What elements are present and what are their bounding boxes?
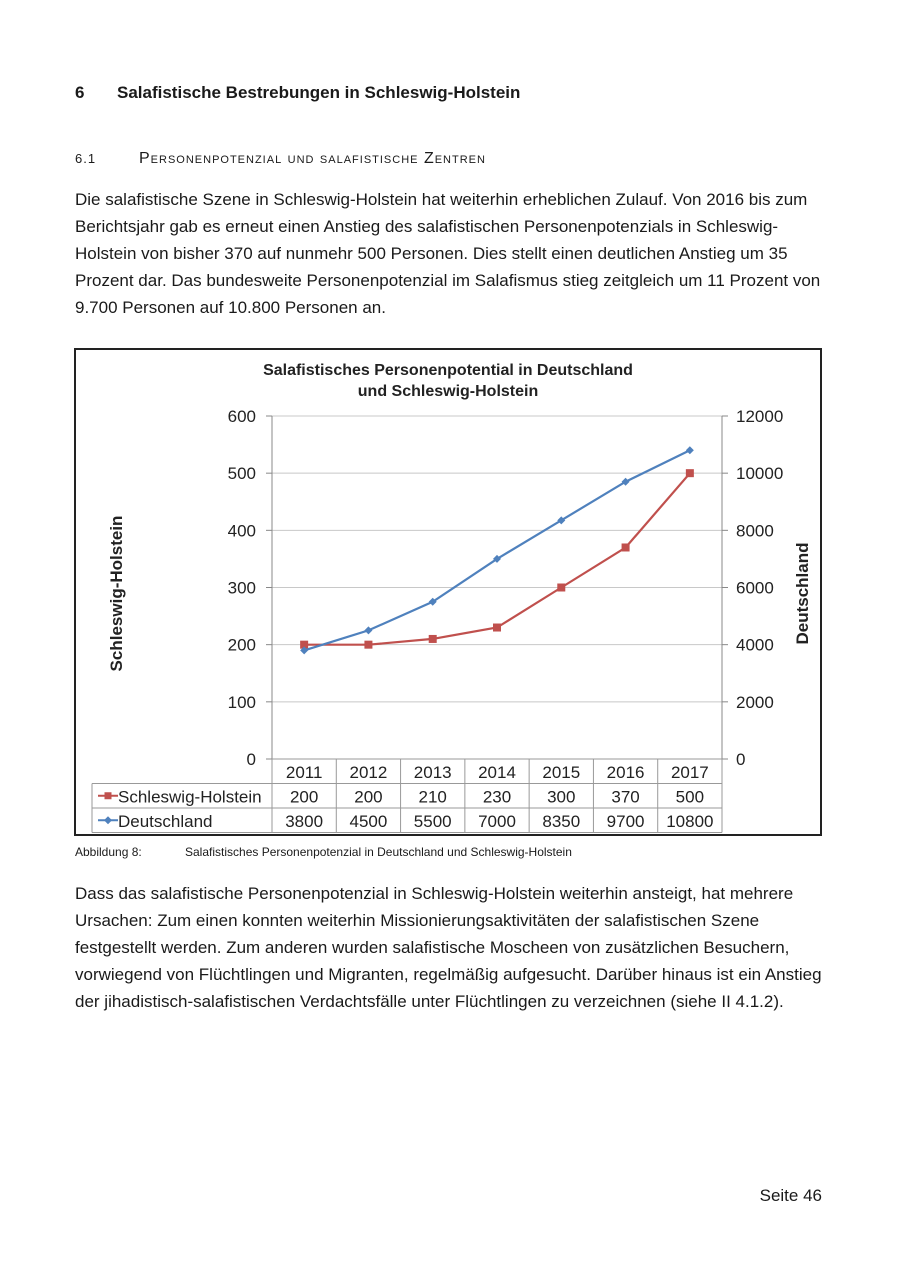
y-tick-label-left: 400 [227, 521, 256, 541]
x-category-label: 2017 [670, 763, 709, 782]
paragraph-causes: Dass das salafistische Personenpotenzial in Schleswig-Holstein weiterhin ansteigt, hat mehrere Ursachen: Zum einen konnten weiterhin Missionierungsaktivitäten der salafistischen Szene festgestellt werden. Zum anderen wurden salafistische Moscheen von zusätzlichen Besuchern, vorwiegend von Flüchtlingen und Migranten, regelmäßig aufgesucht. Darüber hinaus ist ein Anstieg der jihadistisch-salafistischen Verdachtsfälle unter Flüchtlingen zu verzeichnen (siehe II 4.1.2). [75, 884, 822, 1011]
section-heading [75, 83, 520, 103]
y-tick-label-left: 100 [227, 692, 256, 712]
line-chart [76, 350, 820, 834]
subsection-number: 6.1 [75, 151, 97, 166]
y-tick-label-left: 200 [227, 635, 256, 655]
legend-marker-square [105, 792, 112, 799]
table-cell-value: 9700 [606, 812, 645, 831]
table-cell-value: 500 [675, 787, 705, 807]
table-cell-value: 210 [418, 787, 447, 807]
section-title: Salafistische Bestrebungen in Schleswig-Holstein [117, 83, 521, 102]
x-category-label: 2012 [349, 763, 388, 782]
table-cell-value: 200 [289, 787, 319, 807]
table-cell-value: 4500 [349, 812, 388, 831]
y-tick-label-right: 8000 [736, 521, 774, 541]
x-category-label: 2013 [413, 763, 452, 782]
table-cell-value: 3800 [285, 812, 324, 831]
y-tick-label-right: 12000 [736, 407, 784, 426]
subsection-title: Personenpotenzial und salafistische Zentren [139, 150, 486, 167]
y-tick-label-right: 2000 [736, 692, 774, 712]
y-tick-label-right: 4000 [736, 635, 774, 655]
data-point-diamond [364, 626, 372, 634]
subsection-heading [75, 150, 486, 168]
y-tick-label-left: 300 [227, 578, 256, 598]
table-cell-value: 5500 [413, 812, 452, 831]
data-point-square [364, 641, 372, 649]
y-tick-label-right: 0 [736, 750, 746, 769]
data-point-diamond [686, 446, 694, 454]
figure-caption [75, 845, 572, 859]
paragraph-intro: Die salafistische Szene in Schleswig-Holstein hat weiterhin erheblichen Zulauf. Von 2016 bis zum Berichtsjahr gab es erneut einen Anstieg des salafistischen Personenpotenzials in Schleswig-Holstein von bisher 370 auf nunmehr 500 Personen. Dies stellt einen deutlichen Anstieg um 35 Prozent dar. Das bundesweite Personenpotenzial im Salafismus stieg zeitgleich um 11 Prozent von 9.700 Personen auf 10.800 Personen an. [75, 190, 821, 317]
data-point-square [493, 624, 501, 632]
data-point-square [622, 543, 630, 551]
data-point-square [429, 635, 437, 643]
y-tick-label-left: 500 [227, 464, 256, 484]
y-axis-title-left: Schleswig-Holstein [107, 515, 126, 672]
table-cell-value: 10800 [666, 812, 714, 831]
x-category-label: 2014 [478, 763, 516, 782]
y-tick-label-right: 6000 [736, 578, 774, 598]
table-cell-value: 8350 [542, 812, 581, 831]
x-category-label: 2015 [542, 763, 581, 782]
table-cell-value: 370 [611, 787, 640, 807]
y-tick-label-left: 600 [227, 407, 256, 426]
y-axis-title-right: Deutschland [793, 542, 812, 645]
table-cell-value: 7000 [478, 812, 516, 831]
data-point-square [686, 469, 694, 477]
x-category-label: 2011 [285, 763, 323, 782]
x-category-label: 2016 [606, 763, 645, 782]
section-number: 6 [75, 83, 85, 102]
legend-marker-diamond [104, 816, 112, 824]
caption-text: Salafistisches Personenpotenzial in Deutschland und Schleswig-Holstein [185, 845, 572, 859]
legend-label: Deutschland [118, 812, 213, 831]
table-cell-value: 300 [547, 787, 576, 807]
table-cell-value: 230 [482, 787, 512, 807]
table-cell-value: 200 [354, 787, 383, 807]
legend-label: Schleswig-Holstein [118, 787, 262, 807]
chart-figure [74, 348, 822, 836]
chart-title-line2: und Schleswig-Holstein [357, 383, 539, 400]
caption-label: Abbildung 8: [75, 845, 142, 859]
y-tick-label-left: 0 [246, 750, 256, 769]
chart-title-line1: Salafistisches Personenpotential in Deutschland [263, 362, 633, 379]
series-line-deutschland [304, 450, 690, 650]
data-point-square [557, 584, 565, 592]
page-number: Seite 46 [759, 1186, 822, 1205]
y-tick-label-right: 10000 [736, 464, 784, 484]
